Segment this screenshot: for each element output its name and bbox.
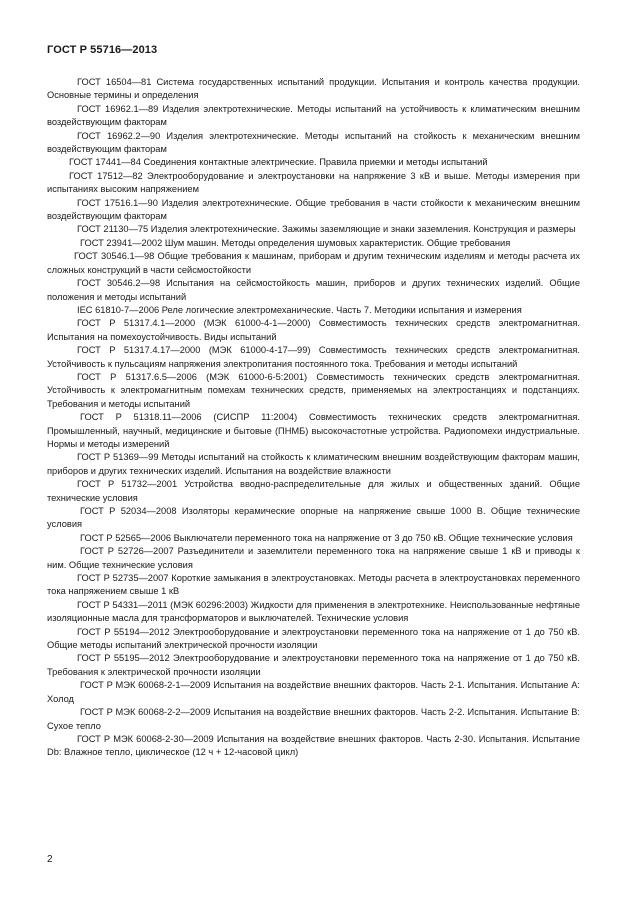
reference-entry: ГОСТ 30546.1—98 Общие требования к машинам, приборам и другим техническим изделиям и методы расчета их сложных конструкций в части сейсмостойкости	[47, 251, 580, 275]
reference-entry: ГОСТ Р 51317.4.17—2000 (МЭК 61000-4-17—99) Совместимость технических средств электромагнитная. Устойчивость к пульсациям напряжения электропитания постоянного тока. Требования и методы испытаний	[47, 345, 580, 369]
normative-references	[47, 76, 580, 760]
reference-entry: ГОСТ Р 54331—2011 (МЭК 60296:2003) Жидкости для применения в электротехнике. Неиспользованные нефтяные изоляционные масла для трансформаторов и выключателей. Технические условия	[47, 599, 580, 624]
reference-entry: ГОСТ 30546.2—98 Испытания на сейсмостойкость машин, приборов и других технических изделий. Общие положения и методы испытаний	[47, 278, 580, 302]
reference-entry: ГОСТ Р 51317.6.5—2006 (МЭК 61000-6-5:2001) Совместимость технических средств электромагнитная. Устойчивость к электромагнитным помехам технических средств, применяемых на электростанциях и подстанциях. Требования и методы испытаний	[47, 371, 580, 409]
reference-entry: ГОСТ 17512—82 Электрооборудование и электроустановки на напряжение 3 кВ и выше. Методы измерения при испытаниях высоким напряжением	[47, 170, 580, 195]
reference-entry: ГОСТ 17516.1—90 Изделия электротехнические. Общие требования в части стойкости к механическим внешним воздействующим факторам	[47, 197, 580, 222]
reference-entry: ГОСТ Р МЭК 60068-2-2—2009 Испытания на воздействие внешних факторов. Часть 2-2. Испытания. Испытание В: Сухое тепло	[47, 707, 580, 731]
reference-entry: ГОСТ Р 51317.4.1—2000 (МЭК 61000-4-1—2000) Совместимость технических средств электромагнитная. Испытания на помехоустойчивость. Виды испытаний	[47, 318, 580, 342]
page-number: 2	[47, 854, 53, 865]
reference-entry: ГОСТ 16962.1—89 Изделия электротехнические. Методы испытаний на устойчивость к климатическим внешним воздействующим факторам	[47, 103, 580, 128]
reference-entry: IEC 61810-7—2006 Реле логические электромеханические. Часть 7. Методики испытания и измерения	[77, 304, 522, 315]
reference-entry: ГОСТ 21130—75 Изделия электротехнические. Зажимы заземляющие и знаки заземления. Конструкция и размеры	[77, 224, 576, 235]
reference-entry: ГОСТ 16962.2—90 Изделия электротехнические. Методы испытаний на стойкость к механическим внешним воздействующим факторам	[47, 130, 580, 155]
reference-entry: ГОСТ Р 51732—2001 Устройства вводно-распределительные для жилых и общественных зданий. Общие технические условия	[47, 479, 580, 503]
reference-entry: ГОСТ Р МЭК 60068-2-30—2009 Испытания на воздействие внешних факторов. Часть 2-30. Испытания. Испытание Db: Влажное тепло, циклическое (12 ч + 12-часовой цикл)	[47, 733, 580, 758]
reference-entry: ГОСТ 17441—84 Соединения контактные электрические. Правила приемки и методы испытаний	[69, 157, 488, 168]
reference-entry: ГОСТ Р 52034—2008 Изоляторы керамические опорные на напряжение свыше 1000 В. Общие технические условия	[47, 506, 580, 530]
reference-entry: ГОСТ Р 51318.11—2006 (СИСПР 11:2004) Совместимость технических средств электромагнитная. Промышленный, научный, медицинские и бытовые (ПНМБ) высокочастотные устройства. Радиопомехи индустриальные. Нормы и методы измерений	[47, 412, 580, 449]
reference-entry: ГОСТ Р 52565—2006 Выключатели переменного тока на напряжение от 3 до 750 кВ. Общие технические условия	[80, 532, 573, 543]
document-header: ГОСТ Р 55716—2013	[47, 44, 158, 56]
reference-entry: ГОСТ Р МЭК 60068-2-1—2009 Испытания на воздействие внешних факторов. Часть 2-1. Испытания. Испытание А: Холод	[47, 680, 580, 704]
reference-entry: ГОСТ Р 55195—2012 Электрооборудование и электроустановки переменного тока на напряжение от 1 до 750 кВ. Требования к электрической прочности изоляции	[47, 653, 580, 677]
reference-entry: ГОСТ Р 55194—2012 Электрооборудование и электроустановки переменного тока на напряжение от 1 до 750 кВ. Общие методы испытаний электрической прочности изоляции	[47, 626, 580, 651]
reference-entry: ГОСТ 23941—2002 Шум машин. Методы определения шумовых характеристик. Общие требования	[80, 237, 511, 248]
reference-entry: ГОСТ Р 52735—2007 Короткие замыкания в электроустановках. Методы расчета в электроустановках переменного тока напряжением свыше 1 кВ	[47, 573, 580, 597]
reference-entry: ГОСТ Р 52726—2007 Разъединители и заземлители переменного тока на напряжение свыше 1 кВ и приводы к ним. Общие технические условия	[47, 546, 580, 570]
reference-entry: ГОСТ 16504—81 Система государственных испытаний продукции. Испытания и контроль качества продукции. Основные термины и определения	[47, 77, 580, 101]
reference-entry: ГОСТ Р 51369—99 Методы испытаний на стойкость к климатическим внешним воздействующим факторам машин, приборов и других технических изделий. Испытания на воздействие влажности	[47, 452, 580, 476]
